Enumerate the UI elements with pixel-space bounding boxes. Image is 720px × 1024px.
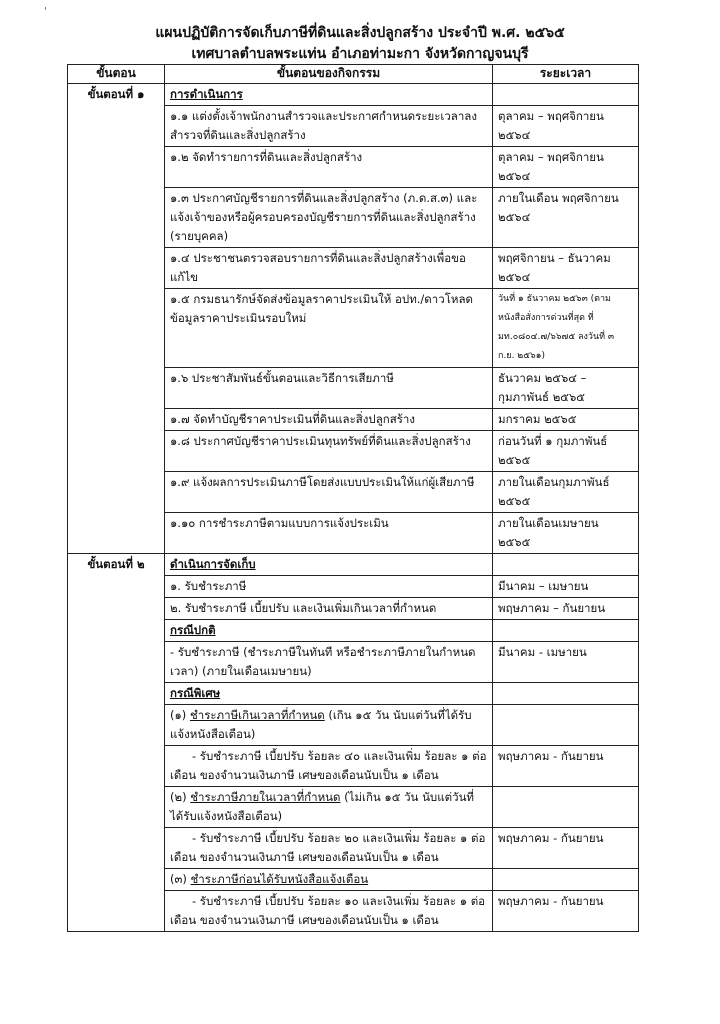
activity-cell: ๑.๖ ประชาสัมพันธ์ขั้นตอนและวิธีการเสียภาษี — [165, 368, 493, 409]
activity-cell: - รับชำระภาษี เบี้ยปรับ ร้อยละ ๒๐ และเงินเพิ่ม ร้อยละ ๑ ต่อเดือน ของจำนวนเงินภาษี เศษของเดือนนับเป็น ๑ เดือน — [165, 828, 493, 869]
activity-cell: ๑.๑๐ การชำระภาษีตามแบบการแจ้งประเมิน — [165, 513, 493, 554]
stage2-label: ขั้นตอนที่ ๒ — [68, 554, 165, 932]
activity-cell: ๑.๓ ประกาศบัญชีรายการที่ดินและสิ่งปลูกสร้าง (ภ.ด.ส.๓) และแจ้งเจ้าของหรือผู้ครอบครองบัญชีรายการที่ดินและสิ่งปลูกสร้าง (รายบุคคล) — [165, 188, 493, 248]
period-cell: มีนาคม - เมษายน — [493, 642, 639, 683]
activity-cell: ๑.๗ จัดทำบัญชีราคาประเมินที่ดินและสิ่งปลูกสร้าง — [165, 409, 493, 431]
empty-cell — [493, 787, 639, 828]
period-cell: ภายในเดือนเมษายน ๒๕๖๕ — [493, 513, 639, 554]
period-cell: พฤษภาคม - กันยายน — [493, 828, 639, 869]
empty-cell — [493, 84, 639, 106]
period-cell: มกราคม ๒๕๖๕ — [493, 409, 639, 431]
period-cell: มีนาคม – เมษายน — [493, 576, 639, 598]
case1-title: ชำระภาษีเกินเวลาที่กำหนด — [189, 708, 325, 722]
stage1-heading-row — [68, 84, 639, 106]
activity-cell: ๑.๘ ประกาศบัญชีราคาประเมินทุนทรัพย์ที่ดินและสิ่งปลูกสร้าง — [165, 431, 493, 472]
activity-cell: - รับชำระภาษี เบี้ยปรับ ร้อยละ ๔๐ และเงินเพิ่ม ร้อยละ ๑ ต่อเดือน ของจำนวนเงินภาษี เศษของเดือนนับเป็น ๑ เดือน — [165, 746, 493, 787]
activity-cell: ๑.๙ แจ้งผลการประเมินภาษีโดยส่งแบบประเมินให้แก่ผู้เสียภาษี — [165, 472, 493, 513]
period-cell: ภายในเดือน พฤศจิกายน ๒๕๖๔ — [493, 188, 639, 248]
period-cell: ก่อนวันที่ ๑ กุมภาพันธ์ ๒๕๖๕ — [493, 431, 639, 472]
activity-cell: ๒. รับชำระภาษี เบี้ยปรับ และเงินเพิ่มเกินเวลาที่กำหนด — [165, 598, 493, 620]
normal-case-heading: กรณีปกติ — [165, 620, 493, 642]
empty-cell — [493, 554, 639, 576]
period-cell: พฤษภาคม - กันยายน — [493, 891, 639, 932]
period-cell: พฤศจิกายน – ธันวาคม ๒๕๖๔ — [493, 248, 639, 289]
case3-title: ชำระภาษีก่อนได้รับหนังสือแจ้งเตือน — [190, 872, 369, 886]
stage1-heading: การดำเนินการ — [165, 84, 493, 106]
case2-note: (ไม่เกิน ๑๕ วัน นับแต่วันที่ได้รับแจ้งหนังสือเตือน) — [170, 790, 475, 823]
activity-cell: - รับชำระภาษี เบี้ยปรับ ร้อยละ ๑๐ และเงินเพิ่ม ร้อยละ ๑ ต่อเดือน ของจำนวนเงินภาษี เศษของเดือนนับเป็น ๑ เดือน — [165, 891, 493, 932]
activity-cell: ๑.๔ ประชาชนตรวจสอบรายการที่ดินและสิ่งปลูกสร้างเพื่อขอแก้ไข — [165, 248, 493, 289]
case2-prefix: (๒) — [170, 790, 191, 804]
activity-cell: ๑. รับชำระภาษี — [165, 576, 493, 598]
document-subtitle: เทศบาลตำบลพระแท่น อำเภอท่ามะกา จังหวัดกาญจนบุรี — [191, 46, 529, 62]
empty-cell — [493, 683, 639, 705]
period-cell: ภายในเดือนกุมภาพันธ์ ๒๕๖๕ — [493, 472, 639, 513]
case3-prefix: (๓) — [170, 872, 191, 886]
case1-note: (เกิน ๑๕ วัน นับแต่วันที่ได้รับแจ้งหนังสือเตือน) — [170, 708, 472, 741]
empty-cell — [493, 620, 639, 642]
empty-cell — [493, 705, 639, 746]
column-header-activity: ขั้นตอนของกิจกรรม — [165, 65, 493, 84]
period-cell: ตุลาคม – พฤศจิกายน ๒๕๖๔ — [493, 106, 639, 147]
case1-cell — [165, 705, 493, 746]
document-title: แผนปฏิบัติการจัดเก็บภาษีที่ดินและสิ่งปลูกสร้าง ประจำปี พ.ศ. ๒๕๖๕ — [155, 25, 565, 41]
action-plan-table — [67, 64, 639, 932]
table-header-row — [68, 65, 639, 84]
stage2-heading: ดำเนินการจัดเก็บ — [165, 554, 493, 576]
case2-cell — [165, 787, 493, 828]
column-header-period: ระยะเวลา — [493, 65, 639, 84]
stage2-heading-row — [68, 554, 639, 576]
period-cell: ธันวาคม ๒๕๖๔ – กุมภาพันธ์ ๒๕๖๕ — [493, 368, 639, 409]
case1-prefix: (๑) — [170, 708, 190, 722]
column-header-stage: ขั้นตอน — [68, 65, 165, 84]
period-cell: พฤษภาคม – กันยายน — [493, 598, 639, 620]
case2-title: ชำระภาษีภายในเวลาที่กำหนด — [190, 790, 341, 804]
special-case-heading: กรณีพิเศษ — [165, 683, 493, 705]
activity-cell: ๑.๒ จัดทำรายการที่ดินและสิ่งปลูกสร้าง — [165, 147, 493, 188]
activity-cell: ๑.๑ แต่งตั้งเจ้าพนักงานสำรวจและประกาศกำหนดระยะเวลาลงสำรวจที่ดินและสิ่งปลูกสร้าง — [165, 106, 493, 147]
period-cell: วันที่ ๑ ธันวาคม ๒๕๖๓ (ตามหนังสือสั่งการด่วนที่สุด ที่ มท.๐๘๐๔.๗/๖๖๗๕ ลงวันที่ ๓ ก.ย. ๒๕๖๑) — [493, 289, 639, 368]
case3-cell — [165, 869, 493, 891]
period-cell: พฤษภาคม - กันยายน — [493, 746, 639, 787]
empty-cell — [493, 869, 639, 891]
stage1-label: ขั้นตอนที่ ๑ — [68, 84, 165, 554]
activity-cell: - รับชำระภาษี (ชำระภาษีในทันที หรือชำระภาษีภายในกำหนดเวลา) (ภายในเดือนเมษายน) — [165, 642, 493, 683]
scan-mark: ' — [44, 6, 47, 17]
activity-cell: ๑.๕ กรมธนารักษ์จัดส่งข้อมูลราคาประเมินให้ อปท./ดาวโหลดข้อมูลราคาประเมินรอบใหม่ — [165, 289, 493, 368]
period-cell: ตุลาคม – พฤศจิกายน ๒๕๖๔ — [493, 147, 639, 188]
